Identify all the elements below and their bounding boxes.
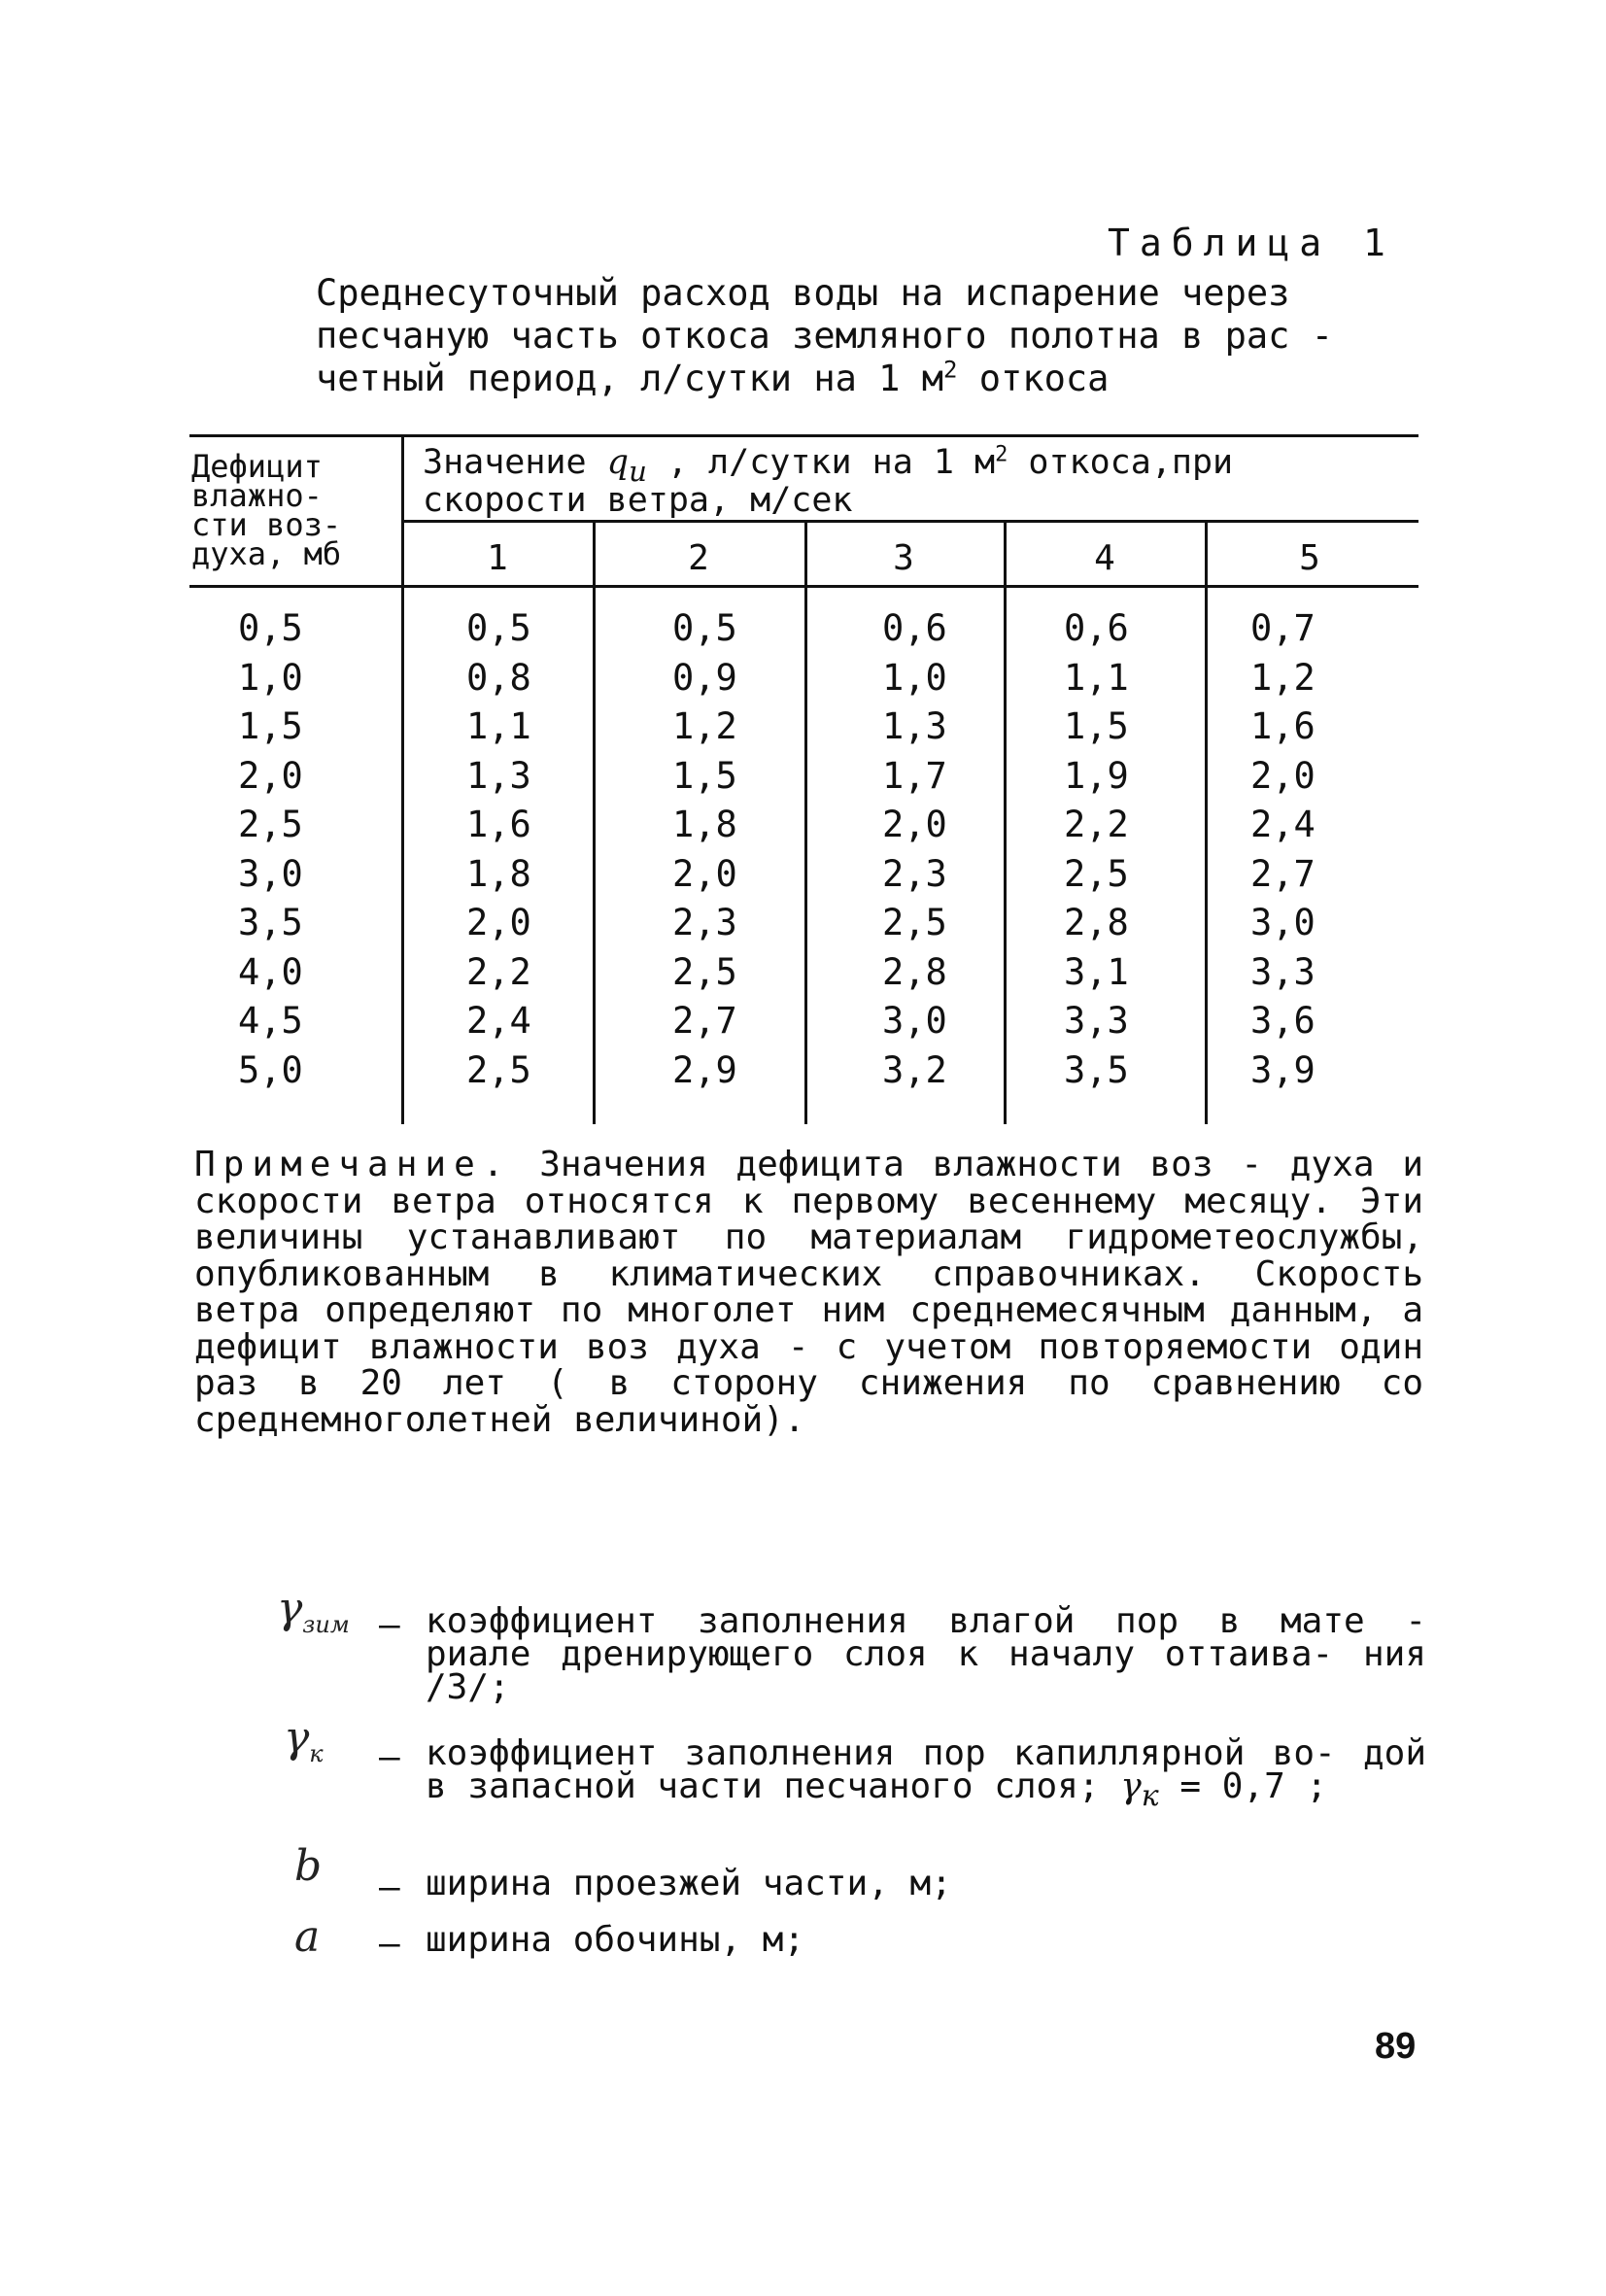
value-cell: 1,9 — [1064, 754, 1129, 797]
value-cell: 2,5 — [882, 902, 947, 943]
value-cell: 2,7 — [672, 1000, 737, 1042]
value-cell: 0,6 — [1064, 607, 1129, 649]
deficit-cell: 0,5 — [238, 607, 303, 649]
value-cell: 2,5 — [466, 1048, 531, 1091]
deficit-cell: 1,5 — [238, 705, 303, 747]
value-cell: 0,9 — [672, 656, 737, 699]
value-cell: 0,5 — [466, 607, 531, 649]
speed-header-2: 2 — [688, 538, 709, 578]
speed-header-4: 4 — [1094, 538, 1115, 578]
value-cell: 1,1 — [466, 705, 531, 747]
def-dash-4: – — [379, 1924, 400, 1964]
caption-line-2: песчаную часть откоса земляного полотна в рас - — [316, 315, 1333, 357]
value-cell: 1,5 — [672, 754, 737, 797]
deficit-cell: 2,0 — [238, 754, 303, 797]
value-cell: 3,1 — [1064, 950, 1129, 993]
value-cell: 2,3 — [882, 852, 947, 895]
table-top-rule — [189, 434, 1418, 437]
symbol-gamma-zim: $\gamma_{зим}$ — [277, 1584, 350, 1638]
symbol-gamma-k: $\gamma_к$ — [284, 1713, 324, 1767]
caption-line-3: четный период, л/сутки на 1 $м^2$ откоса — [316, 356, 1110, 399]
speed-header-3: 3 — [893, 538, 914, 578]
value-cell: 3,0 — [882, 1000, 947, 1042]
value-cell: 1,2 — [672, 705, 737, 747]
value-cell: 1,6 — [1250, 705, 1316, 747]
value-cell: 2,8 — [1064, 902, 1129, 943]
def-dash-1: – — [379, 1605, 400, 1645]
value-cell: 1,8 — [672, 804, 737, 845]
evaporation-table — [189, 434, 1418, 1124]
value-cell: 2,5 — [1064, 852, 1129, 895]
value-cell: 3,0 — [1250, 902, 1316, 943]
value-cell: 2,2 — [1064, 804, 1129, 845]
col-divider-1 — [593, 520, 596, 1124]
value-cell: 2,9 — [672, 1048, 737, 1091]
def-a: ширина обочины, м; — [426, 1920, 805, 1960]
symbol-a: a — [294, 1912, 321, 1962]
value-cell: 0,8 — [466, 656, 531, 699]
deficit-cell: 3,5 — [238, 902, 303, 943]
symbol-b: b — [294, 1841, 323, 1891]
value-cell: 2,0 — [672, 852, 737, 895]
value-cell: 2,2 — [466, 950, 531, 993]
deficit-cell: 2,5 — [238, 804, 303, 845]
value-cell: 0,5 — [672, 607, 737, 649]
def-dash-3: – — [379, 1868, 400, 1907]
value-cell: 3,2 — [882, 1048, 947, 1091]
value-cell: 3,3 — [1250, 950, 1316, 993]
value-cell: 1,8 — [466, 852, 531, 895]
deficit-column-header: Дефицит влажно- сти воз- духа, мб — [191, 448, 342, 572]
value-cell: 1,5 — [1064, 705, 1129, 747]
deficit-cell: 3,0 — [238, 852, 303, 895]
page-number: 89 — [1375, 2026, 1417, 2067]
gamma-k-inline-symbol: $\gamma_к$ — [1120, 1766, 1159, 1814]
col-divider-2 — [804, 520, 807, 1124]
value-cell: 2,7 — [1250, 852, 1316, 895]
value-cell: 3,9 — [1250, 1048, 1316, 1091]
value-cell: 3,5 — [1064, 1048, 1129, 1091]
value-cell: 1,7 — [882, 754, 947, 797]
value-cell: 0,7 — [1250, 607, 1316, 649]
value-cell: 2,4 — [1250, 804, 1316, 845]
def-b: ширина проезжей части, м; — [426, 1864, 952, 1903]
value-cell: 1,3 — [466, 754, 531, 797]
value-cell: 2,8 — [882, 950, 947, 993]
speed-header-5: 5 — [1299, 538, 1320, 578]
q-symbol: q — [606, 443, 630, 482]
value-cell: 2,0 — [1250, 754, 1316, 797]
speed-group-header: Значение $q_и$ , л/сутки на 1 $м^2$ откоса,при скорости ветра, м/сек — [423, 442, 1234, 520]
header-sub-rule — [401, 520, 1418, 523]
value-cell: 2,3 — [672, 902, 737, 943]
table-label: Таблица 1 — [1108, 222, 1395, 264]
value-cell: 2,0 — [882, 804, 947, 845]
value-cell: 1,6 — [466, 804, 531, 845]
note-text: Значения дефицита влажности воз - духа и скорости ветра относятся к первому весеннему месяцу. Эти величины устанавливают по материалам гидрометеослужбы, опубликованным в климатических справочниках. Скорость ветра определяют по многолет ним среднемесячным данным, а дефицит влажности воз духа - с учетом повторяемости один раз в 20 лет ( в сторону снижения по сравнению со среднемноголетней величиной). — [194, 1145, 1423, 1440]
value-cell: 1,1 — [1064, 656, 1129, 699]
def-gamma-zim: коэффициент заполнения влагой пор в мате - риале дренирующего слоя к началу оттаива- ния /3/; — [426, 1601, 1426, 1707]
table-caption — [316, 272, 1389, 400]
speed-header-1: 1 — [487, 538, 508, 578]
table-note — [194, 1147, 1423, 1438]
note-lead: Примечание. — [194, 1145, 512, 1184]
deficit-cell: 4,0 — [238, 950, 303, 993]
deficit-cell: 5,0 — [238, 1048, 303, 1091]
value-cell: 2,4 — [466, 1000, 531, 1042]
def-gamma-k: коэффициент заполнения пор капиллярной во- дой в запасной части песчаного слоя; $\gamma_к = 0,7$ ; — [426, 1733, 1426, 1814]
col-divider-3 — [1004, 520, 1007, 1124]
def-dash-2: – — [379, 1737, 400, 1777]
value-cell: 1,3 — [882, 705, 947, 747]
value-cell: 3,3 — [1064, 1000, 1129, 1042]
deficit-cell: 1,0 — [238, 656, 303, 699]
value-cell: 2,5 — [672, 950, 737, 993]
deficit-cell: 4,5 — [238, 1000, 303, 1042]
value-cell: 0,6 — [882, 607, 947, 649]
caption-line-1: Среднесуточный расход воды на испарение через — [316, 272, 1290, 314]
value-cell: 1,0 — [882, 656, 947, 699]
col-divider-4 — [1205, 520, 1208, 1124]
value-cell: 1,2 — [1250, 656, 1316, 699]
value-cell: 3,6 — [1250, 1000, 1316, 1042]
value-cell: 2,0 — [466, 902, 531, 943]
